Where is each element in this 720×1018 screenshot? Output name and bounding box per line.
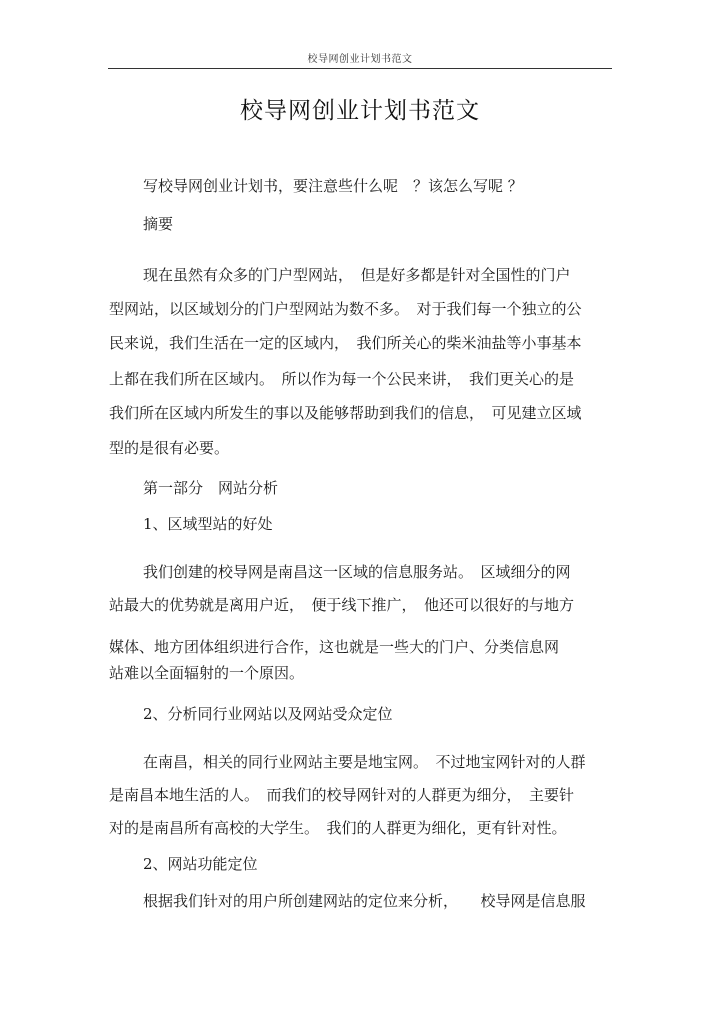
paragraph-line: 型的是很有必要。: [109, 439, 230, 457]
paragraph-line: 是南昌本地生活的人。 而我们的校导网针对的人群更为细分， 主要针: [109, 786, 575, 804]
subsection-heading: 2、网站功能定位: [143, 855, 258, 873]
section-heading: 第一部分 网站分析: [143, 479, 279, 497]
paragraph-line: 我们所在区域内所发生的事以及能够帮助到我们的信息， 可见建立区域: [109, 404, 582, 422]
paragraph-line: 我们创建的校导网是南昌这一区域的信息服务站。 区域细分的网: [143, 563, 571, 581]
paragraph-line: 对的是南昌所有高校的大学生。 我们的人群更为细化，更有针对性。: [109, 819, 567, 837]
paragraph-line: 上都在我们所在区域内。 所以作为每一个公民来讲， 我们更关心的是: [109, 370, 575, 388]
document-title: 校导网创业计划书范文: [240, 98, 480, 124]
paragraph-line: 根据我们针对的用户所创建网站的定位来分析， 校导网是信息服: [143, 892, 586, 910]
subsection-heading: 2、分析同行业网站以及网站受众定位: [143, 705, 393, 723]
intro-question: 写校导网创业计划书，要注意些什么呢 ？该怎么写呢 ？: [143, 177, 523, 195]
paragraph-line: 媒体、地方团体组织进行合作，这也就是一些大的门户、分类信息网: [109, 638, 560, 656]
header-divider: [108, 68, 612, 69]
subsection-heading: 1、区域型站的好处: [143, 515, 273, 533]
paragraph-line: 站最大的优势就是离用户近， 便于线下推广， 他还可以很好的与地方: [109, 596, 575, 614]
abstract-heading: 摘要: [143, 215, 174, 233]
paragraph-line: 站难以全面辐射的一个原因。: [109, 664, 305, 682]
running-header: 校导网创业计划书范文: [307, 54, 413, 65]
paragraph-line: 民来说，我们生活在一定的区域内， 我们所关心的柴米油盐等小事基本: [109, 334, 582, 352]
paragraph-line: 型网站，以区域划分的门户型网站为数不多。 对于我们每一个独立的公: [109, 300, 582, 318]
paragraph-line: 现在虽然有众多的门户型网站， 但是好多都是针对全国性的门户: [143, 266, 571, 284]
paragraph-line: 在南昌，相关的同行业网站主要是地宝网。 不过地宝网针对的人群: [143, 753, 586, 771]
